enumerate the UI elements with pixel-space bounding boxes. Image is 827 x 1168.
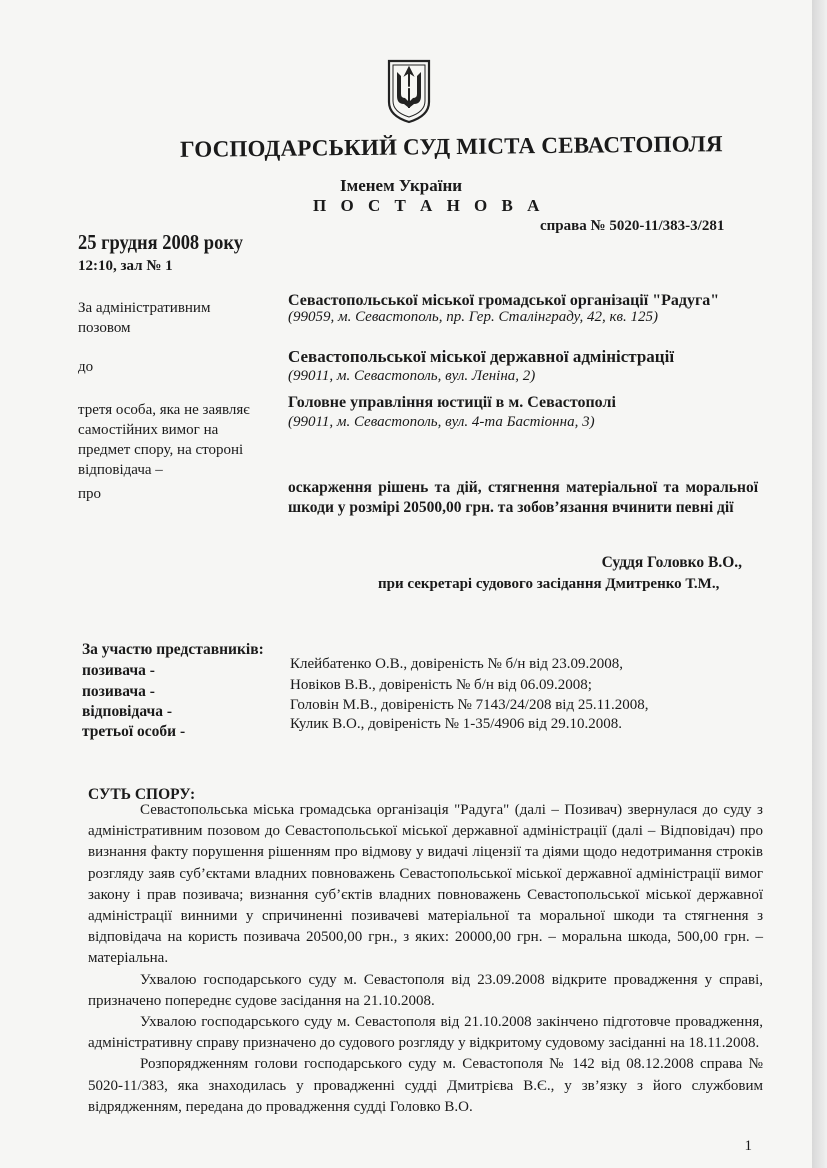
defendant-address: (99011, м. Севастополь, вул. Леніна, 2) [288, 368, 536, 384]
representative-name: Новіков В.В., довіреність № б/н від 06.09.2008; [290, 677, 592, 693]
representatives-title: За участю представників: [82, 641, 264, 658]
representative-role: третьої особи - [82, 723, 186, 740]
third-party-label [78, 400, 250, 480]
claim-label [78, 298, 210, 338]
representative-role: позивача - [82, 662, 155, 679]
third-party-name: Головне управління юстиції в м. Севастополі [288, 394, 616, 411]
third-party-address: (99011, м. Севастополь, вул. 4-та Бастіонна, 3) [288, 414, 595, 430]
representative-role: позивача - [82, 683, 155, 700]
third-party-label-line: третя особа, яка не заявляє [78, 402, 250, 418]
representative-name: Головін М.В., довіреність № 7143/24/208 від 25.11.2008, [290, 697, 649, 713]
court-name: ГОСПОДАРСЬКИЙ СУД МІСТА СЕВАСТОПОЛЯ [179, 131, 723, 162]
document-date: 25 грудня 2008 року [78, 230, 243, 254]
secretary-name: при секретарі судового засідання Дмитренко Т.М., [378, 576, 720, 592]
claim-label-line: За адміністративним [78, 300, 211, 316]
to-label: до [78, 359, 94, 375]
essence-title: СУТЬ СПОРУ: [88, 786, 196, 803]
third-party-label-line: самостійних вимог на [78, 422, 219, 438]
defendant-name: Севастопольської міської державної адміністрації [288, 347, 675, 366]
dispute-description [88, 800, 763, 1118]
plaintiff-address: (99059, м. Севастополь, пр. Гер. Сталінграду, 42, кв. 125) [288, 309, 659, 325]
judge-name: Суддя Головко В.О., [601, 554, 742, 571]
paragraph: Розпорядженням голови господарського суду м. Севастополя № 142 від 08.12.2008 справа № 5020-11/383, яка знаходилась у провадженні судді Дмитрієва В.Є., у зв’язку з його службовим відрядженням, передана до провадження судді Головко В.О. [88, 1056, 763, 1115]
representative-name: Клейбатенко О.В., довіреність № б/н від 23.09.2008, [290, 656, 623, 672]
third-party-label-line: предмет спору, на стороні [78, 442, 244, 458]
representative-role: відповідача - [82, 703, 172, 720]
paragraph: Ухвалою господарського суду м. Севастополя від 23.09.2008 відкрите провадження у справі, призначено попереднє судове засідання на 21.10.2008. [88, 971, 763, 1009]
page-edge [812, 0, 827, 1168]
document-type: П О С Т А Н О В А [313, 196, 545, 215]
claim-subject: оскарження рішень та дій, стягнення матеріальної та моральної шкоди у розмірі 20500,00 грн. та зобов’язання вчинити певні дії [288, 479, 758, 516]
case-number: справа № 5020-11/383-3/281 [540, 218, 725, 234]
time-and-hall: 12:10, зал № 1 [78, 258, 173, 274]
paragraph: Севастопольська міська громадська організація "Радуга" (далі – Позивач) звернулася до суду з адміністративним позовом до Севастопольської міської державної адміністрації (далі – Відповідач) про визнання факту порушення рішенням про відмову у видачі ліцензії та діями щодо недотримання строків розгляду заяв суб’єктами владних повноважень Севастопольської міської державної адміністрації вимог закону і прав позивача; визнання суб’єктів владних повноважень Севастопольської міської державної адміністрації винними у спричиненні позивачеві матеріальної та моральної шкоди та стягнення з відповідача на користь позивача 20500,00 грн., з яких: 20000,00 грн. – моральна шкода, 500,00 грн. – матеріальна. [88, 802, 763, 967]
in-name-of-ukraine: Іменем України [340, 176, 463, 195]
third-party-label-line: відповідача – [78, 462, 163, 478]
claim-label-line: позовом [78, 320, 131, 336]
representative-name: Кулик В.О., довіреність № 1-35/4906 від 29.10.2008. [290, 716, 622, 732]
page-number: 1 [744, 1138, 752, 1154]
paragraph: Ухвалою господарського суду м. Севастополя від 21.10.2008 закінчено підготовче провадження, адміністративну справу призначено до судового розгляду у відкритому судовому засіданні на 18.11.2008. [88, 1014, 763, 1052]
trident-coat-of-arms-icon [386, 58, 432, 124]
plaintiff-name: Севастопольської міської громадської організації "Радуга" [288, 292, 720, 309]
about-label: про [78, 486, 102, 502]
